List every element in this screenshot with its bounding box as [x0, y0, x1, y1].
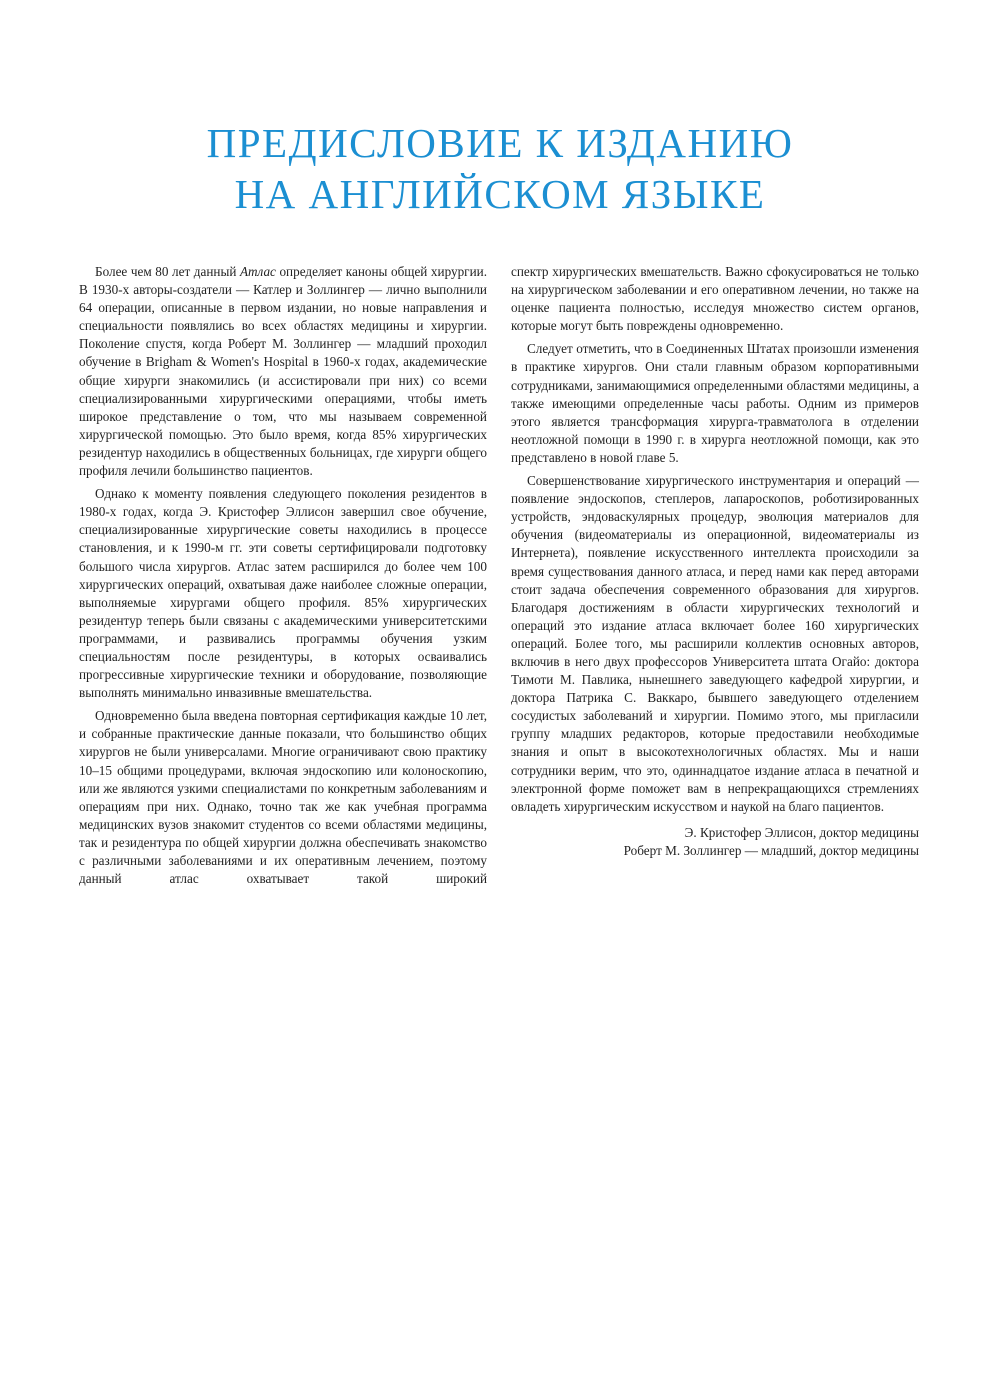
page-title [0, 118, 1000, 220]
signature-author-1: Э. Кристофер Эллисон, доктор медицины [684, 824, 919, 840]
right-column [511, 263, 919, 860]
left-paragraph-1 [79, 263, 487, 480]
title-line-1: ПРЕДИСЛОВИЕ К ИЗДАНИЮ [206, 120, 794, 166]
right-paragraph-2: Следует отметить, что в Соединенных Штатах произошли изменения в практике хирургов. Они стали главным образом корпоративными сотрудниками, занимающимися определенными областями медицины, а также имеющими определенные часы работы. Одним из примеров этого является трансформация хирурга-травматолога в отделении неотложной помощи в 1990 г. в хирурга неотложной помощи, как это представлено в новой главе 5. [511, 341, 919, 465]
left-column [79, 263, 487, 888]
right-paragraph-1: спектр хирургических вмешательств. Важно сфокусироваться не только на хирургическом заболевании и его оперативном лечении, но также на оценке пациента полностью, исследуя множество систем органов, которые могут быть повреждены одновременно. [511, 264, 919, 334]
right-paragraph-3: Совершенствование хирургического инструментария и операций — появление эндоскопов, степлеров, лапароскопов, роботизированных устройств, эндоваскулярных процедур, эволюция материалов для обучения (видеоматериалы из операционной, видеоматериалы из Интернета), появление искусственного интеллекта происходили за время существования данного атласа, и перед нами как перед авторами стоит задача обеспечения современного образования для хирургов. Благодаря достижениям в области хирургических технологий и операций это издание атласа включает более 160 хирургических операций. Более того, мы расширили коллектив основных авторов, включив в него двух профессоров Университета штата Огайо: доктора Тимоти М. Павлика, нынешнего заведующего кафедрой хирургии, и доктора Патрика С. Ваккаро, бывшего заведующего отделением сосудистых заболеваний и хирургии. Помимо этого, мы пригласили группу младших редакторов, которые предоставили необходимые знания и опыт в высокотехнологичных областях. Мы и наши сотрудники верим, что это, одиннадцатое издание атласа в печатной и электронной форме поможет вам в непрекращающихся стремлениях овладеть хирургическим искусством и наукой на благо пациентов. [511, 473, 919, 814]
left-p1-before: Более чем 80 лет данный [95, 264, 240, 279]
atlas-italic: Атлас [239, 264, 276, 279]
left-paragraph-3: Одновременно была введена повторная сертификация каждые 10 лет, и собранные практические данные показали, что большинство общих хирургов не были универсалами. Многие ограничивают свою практику 10–15 общими процедурами, включая эндоскопию или колоноскопию, или же являются узкими специалистами по конкретным заболеваниям и операциям при них. Однако, точно так же как учебная программа медицинских вузов знакомит студентов со всеми областями медицины, так и резидентура по общей хирургии должна обеспечивать знакомство с различными заболеваниями и их оперативным лечением, поэтому данный атлас охватывает такой широкий [79, 708, 487, 887]
signature-author-2: Роберт М. Золлингер — младший, доктор медицины [623, 842, 919, 858]
title-line-2: НА АНГЛИЙСКОМ ЯЗЫКЕ [234, 171, 766, 217]
left-p1-after: определяет каноны общей хирургии. В 1930-х авторы-создатели — Катлер и Золлингер — лично выполнили 64 операции, описанные в первом издании, но новые направления и специальности появлялись во всех областях медицины и хирургии. Поколение спустя, когда Роберт М. Золлингер — младший проходил обучение в Brigham & Women's Hospital в 1960-х годах, академические общие хирурги знакомились (и ассистировали при них) со всеми специализированными хирургическими операциями, чтобы иметь широкое представление о том, что мы называем современной хирургической помощью. Это было время, когда 85% хирургических резидентур находились в общественных больницах, где хирурги общего профиля лечили большинство пациентов. [79, 264, 488, 479]
signature-block [511, 824, 919, 860]
left-paragraph-2: Однако к моменту появления следующего поколения резидентов в 1980-х годах, когда Э. Кристофер Эллисон завершил свое обучение, специализированные хирургические советы находились в процессе становления, и к 1990-м гг. эти советы сертифицировали подготовку большого числа хирургов. Атлас затем расширился до более чем 100 хирургических операций, охватывая даже наиболее сложные операции, выполняемые хирургами общего профиля. 85% хирургических резидентур теперь были связаны с академическими университетскими программами, и развивались программы обучения узким специальностям после резидентуры, в которых осваивались прогрессивные хирургические техники и оборудование, позволяющие выполнять минимально инвазивные вмешательства. [79, 486, 487, 701]
